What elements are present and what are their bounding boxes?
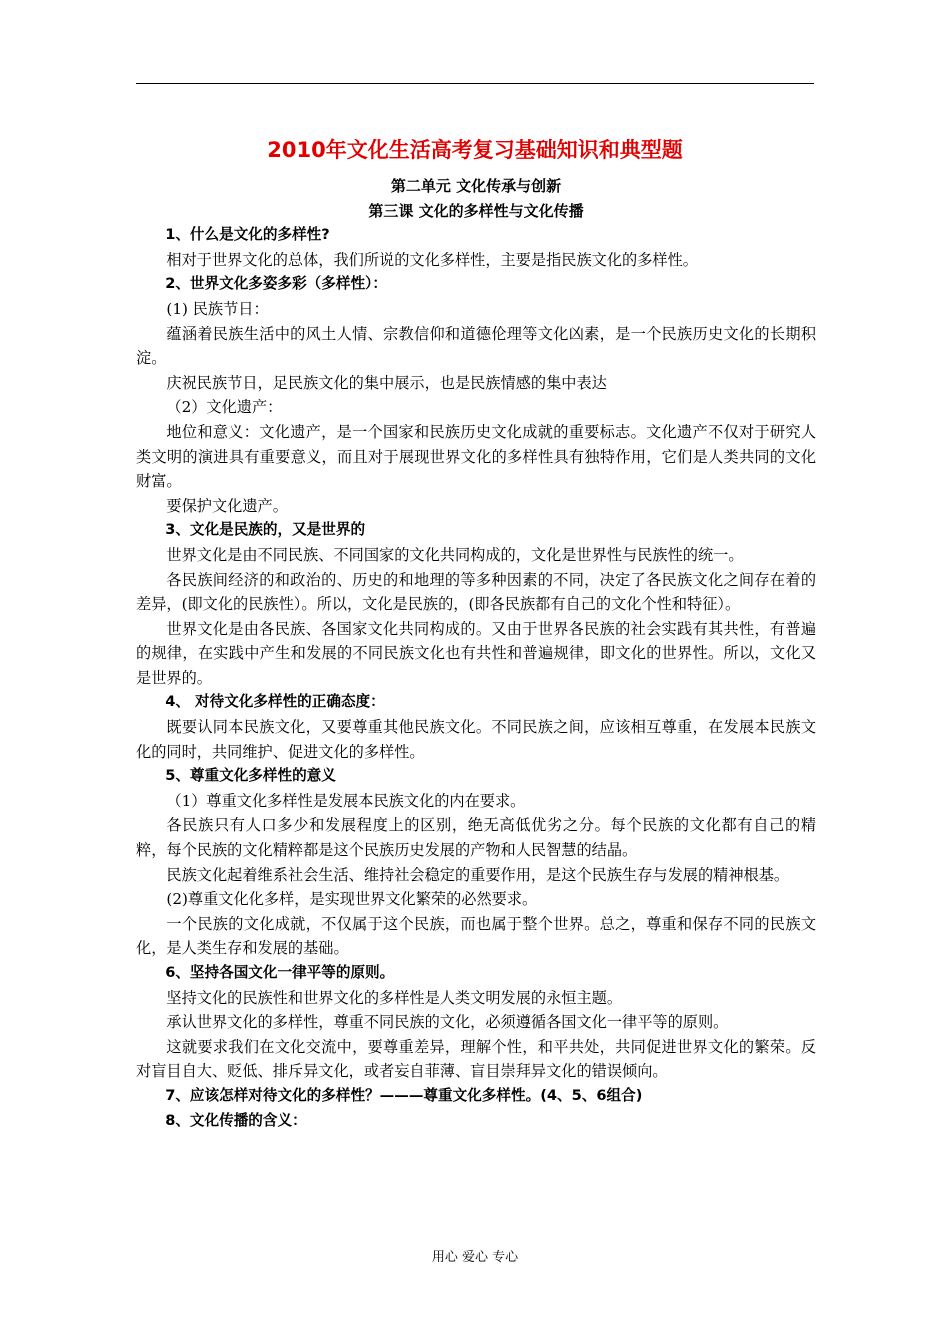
paragraph: 各民族只有人口多少和发展程度上的区别，绝无高低优劣之分。每个民族的文化都有自己的精粹，每个民族的文化精粹都是这个民族历史发展的产物和人民智慧的结晶。 [136, 816, 816, 860]
section-heading: 2、世界文化多姿多彩（多样性）： [165, 275, 387, 293]
paragraph: 相对于世界文化的总体，我们所说的文化多样性，主要是指民族文化的多样性。 [166, 250, 698, 269]
section-heading: 1、什么是文化的多样性? [165, 226, 330, 244]
section-heading: 8、文化传播的含义： [165, 1111, 307, 1129]
paragraph: 庆祝民族节日，足民族文化的集中展示，也是民族情感的集中表达 [166, 373, 607, 392]
paragraph: 一个民族的文化成就，不仅属于这个民族，而也属于整个世界。总之，尊重和保存不同的民族文化，是人类生存和发展的基础。 [136, 914, 816, 958]
section-heading: 3、文化是民族的，又是世界的 [165, 521, 366, 539]
lesson-heading: 第三课 文化的多样性与文化传播 [368, 201, 584, 220]
paragraph: （2）文化遗产： [166, 398, 283, 417]
paragraph: 坚持文化的民族性和世界文化的多样性是人类文明发展的永恒主题。 [166, 988, 623, 1007]
paragraph: 民族文化起着维系社会生活、维持社会稳定的重要作用，是这个民族生存与发展的精神根基。 [166, 865, 790, 884]
paragraph: 这就要求我们在文化交流中，要尊重差异，理解个性，和平共处，共同促进世界文化的繁荣。反对盲目自大、贬低、排斥异文化，或者妄自菲薄、盲目崇拜异文化的错误倾向。 [136, 1037, 816, 1081]
section-heading: 4、 对待文化多样性的正确态度： [165, 693, 385, 711]
paragraph: 蕴涵着民族生活中的风土人情、宗教信仰和道德伦理等文化凶素，是一个民族历史文化的长期积淀。 [136, 324, 816, 368]
paragraph: 地位和意义：文化遗产，是一个国家和民族历史文化成就的重要标志。文化遗产不仅对于研究人类文明的演进具有重要意义，而且对于展现世界文化的多样性具有独特作用，它们是人类共同的文化财富。 [136, 422, 816, 491]
section-heading: 6、坚持各国文化一律平等的原则。 [165, 964, 395, 981]
paragraph: 世界文化是由不同民族、不同国家的文化共同构成的，文化是世界性与民族性的统一。 [166, 545, 744, 564]
paragraph: 承认世界文化的多样性，尊重不同民族的文化，必须遵循各国文化一律平等的原则。 [166, 1013, 729, 1032]
page-footer: 用心 爱心 专心 [431, 1250, 519, 1265]
header-rule [136, 83, 814, 84]
paragraph: (1) 民族节日： [166, 299, 269, 318]
paragraph: 世界文化是由各民族、各国家文化共同构成的。又由于世界各民族的社会实践有其共性，有普遍的规律，在实践中产生和发展的不同民族文化也有共性和普遍规律，即文化的世界性。所以，文化又是世界的。 [136, 619, 816, 687]
unit-heading: 第二单元 文化传承与创新 [390, 177, 562, 195]
section-heading: 5、尊重文化多样性的意义 [165, 767, 336, 785]
paragraph: 既要认同本民族文化，又要尊重其他民族文化。不同民族之间，应该相互尊重，在发展本民族文化的同时，共同维护、促进文化的多样性。 [136, 718, 816, 761]
paragraph: (2)尊重文化化多样，是实现世界文化繁荣的必然要求。 [166, 890, 538, 909]
document-body [136, 174, 816, 1133]
paragraph: 各民族间经济的和政治的、历史的和地理的等多种因素的不同，决定了各民族文化之间存在着的差异，(即文化的民族性）。所以，文化是民族的，(即各民族都有自己的文化个性和特征）。 [136, 570, 816, 614]
document-title: 2010年文化生活高考复习基础知识和典型题 [267, 138, 683, 162]
paragraph: （1）尊重文化多样性是发展本民族文化的内在要求。 [166, 791, 526, 810]
section-heading: 7、应该怎样对待文化的多样性？———尊重文化多样性。(4、5、6组合) [165, 1086, 643, 1104]
paragraph: 要保护文化遗产。 [166, 496, 288, 515]
